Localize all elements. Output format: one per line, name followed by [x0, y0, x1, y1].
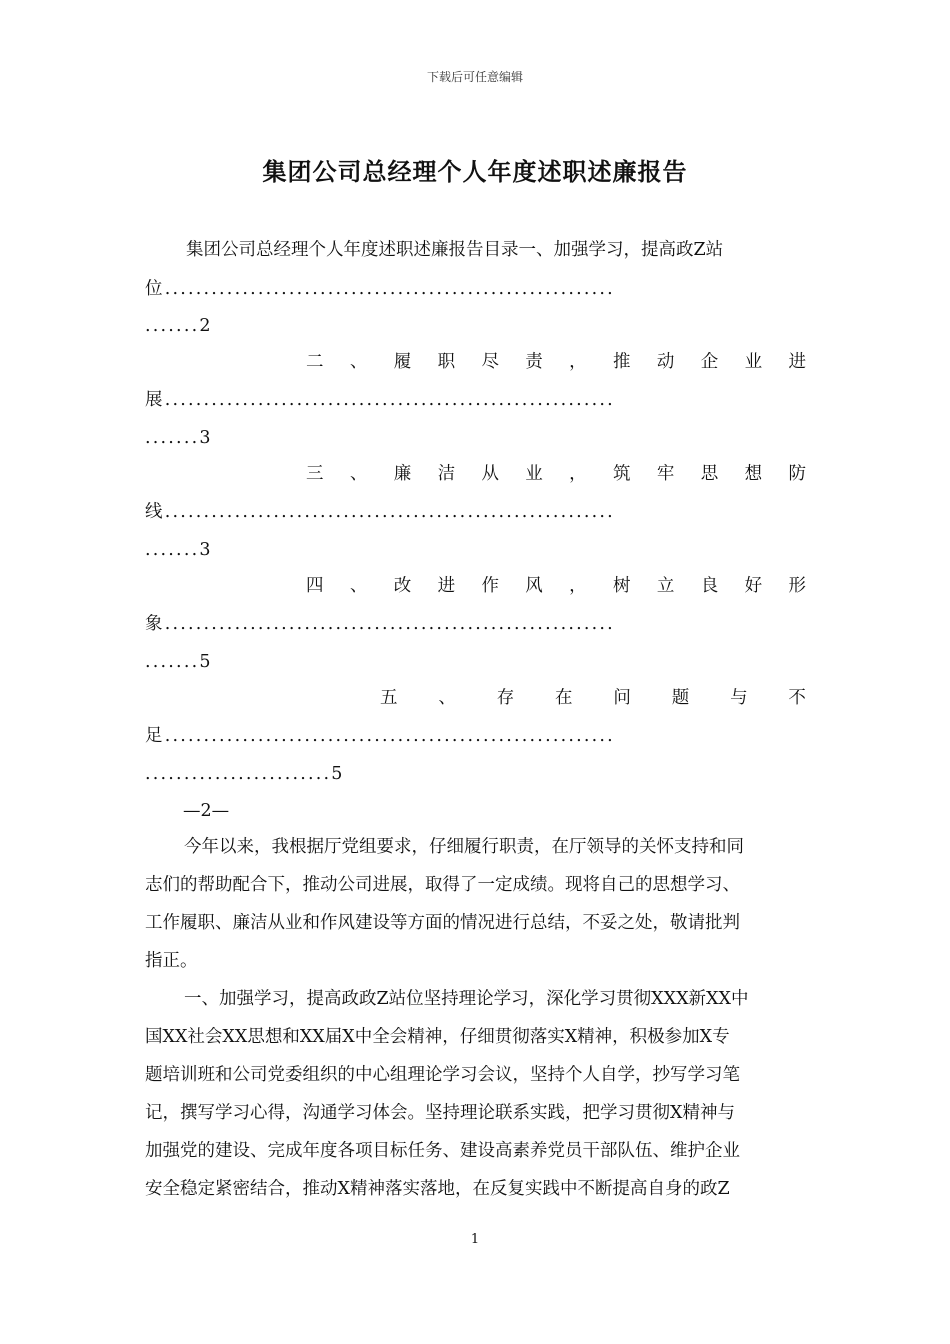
toc-title-char: 风	[525, 576, 543, 596]
paragraph-2-line: 安全稳定紧密结合，推动X精神落实落地，在反复实践中不断提高自身的政Z	[145, 1179, 730, 1199]
toc-title-char: 动	[656, 352, 675, 372]
toc-title-char: 四	[306, 576, 324, 596]
paragraph-1-line: 今年以来，我根据厅党组要求，仔细履行职责，在厅领导的关怀支持和同	[184, 837, 744, 857]
toc-title-char: 良	[700, 576, 719, 596]
toc-title-char: 不	[788, 688, 806, 708]
paragraph-2-line: 一、加强学习，提高政政Z站位坚持理论学习，深化学习贯彻XXX新XX中	[184, 989, 749, 1009]
paragraph-2-line: 记，撰写学习心得，沟通学习体会。坚持理论联系实践，把学习贯彻X精神与	[145, 1103, 735, 1123]
toc-title-char: 树	[613, 576, 631, 596]
toc-title-char: 、	[349, 576, 368, 596]
toc-title-char: 、	[438, 688, 456, 708]
toc-title-char: 作	[481, 576, 499, 596]
paragraph-2-line: 国XX社会XX思想和XX届X中全会精神，仔细贯彻落实X精神，积极参加X专	[145, 1027, 730, 1047]
toc-item-2-continuation: 展..........................................................	[145, 390, 615, 410]
paragraph-2-line: 题培训班和公司党委组织的中心组理论学习会议，坚持个人自学，抄写学习笔	[145, 1065, 740, 1085]
toc-item-3-page: .......3	[145, 540, 213, 560]
toc-item-3-continuation: 线..........................................................	[145, 502, 615, 522]
toc-intro: 集团公司总经理个人年度述职述廉报告目录一、加强学习，提高政Z站	[186, 240, 724, 260]
toc-title-char: 好	[744, 576, 763, 596]
toc-item-2-page: .......3	[145, 428, 213, 448]
toc-item-5-title	[380, 686, 806, 710]
toc-title-char: 改	[393, 576, 412, 596]
toc-item-1-continuation: 位..........................................................	[145, 279, 615, 299]
toc-title-char: 、	[349, 464, 368, 484]
toc-title-char: 廉	[393, 464, 412, 484]
toc-title-char: 进	[788, 352, 806, 372]
toc-title-char: 三	[306, 464, 324, 484]
toc-title-char: 业	[744, 352, 763, 372]
toc-item-2-title	[306, 350, 806, 374]
toc-title-char: 筑	[613, 464, 631, 484]
toc-title-char: 与	[730, 688, 748, 708]
toc-title-char: 、	[349, 352, 368, 372]
toc-title-char: 思	[700, 464, 719, 484]
toc-title-char: 职	[437, 352, 456, 372]
toc-title-char: ，	[569, 464, 587, 484]
footer-page-number: 1	[470, 1232, 480, 1247]
toc-title-char: 从	[481, 464, 499, 484]
toc-item-4-page: .......5	[145, 652, 213, 672]
paragraph-1-line: 指正。	[145, 951, 198, 971]
toc-title-char: 推	[613, 352, 631, 372]
toc-item-5-page: ........................5	[145, 764, 345, 784]
toc-title-char: 牢	[656, 464, 675, 484]
toc-title-char: 想	[744, 464, 763, 484]
toc-title-char: 进	[437, 576, 456, 596]
header-note: 下载后可任意编辑	[426, 70, 523, 84]
paragraph-1-line: 工作履职、廉洁从业和作风建设等方面的情况进行总结，不妥之处，敬请批判	[145, 913, 740, 933]
toc-item-4-continuation: 象..........................................................	[145, 614, 615, 634]
toc-title-char: 企	[700, 352, 719, 372]
toc-title-char: 二	[306, 352, 324, 372]
toc-title-char: 题	[671, 688, 690, 708]
toc-title-char: ，	[569, 352, 587, 372]
toc-title-char: 防	[788, 464, 806, 484]
toc-item-4-title	[306, 574, 806, 598]
paragraph-2-line: 加强党的建设、完成年度各项目标任务、建设高素养党员干部队伍、维护企业	[145, 1141, 740, 1161]
toc-title-char: 在	[555, 688, 573, 708]
paragraph-1-line: 志们的帮助配合下，推动公司进展，取得了一定成绩。现将自己的思想学习、	[145, 875, 740, 895]
toc-title-char: 五	[380, 688, 398, 708]
toc-title-char: 立	[656, 576, 675, 596]
toc-item-5-continuation: 足..........................................................	[145, 726, 615, 746]
toc-title-char: 履	[393, 352, 412, 372]
toc-title-char: 尽	[481, 352, 499, 372]
toc-title-char: 洁	[437, 464, 456, 484]
toc-title-char: 责	[525, 352, 543, 372]
toc-item-3-title	[306, 462, 806, 486]
toc-title-char: 存	[496, 688, 515, 708]
page-marker: —2—	[183, 801, 230, 821]
toc-title-char: 形	[788, 576, 806, 596]
toc-item-1-page: .......2	[145, 316, 213, 336]
document-title: 集团公司总经理个人年度述职述廉报告	[262, 158, 688, 186]
toc-title-char: ，	[569, 576, 587, 596]
toc-title-char: 业	[525, 464, 543, 484]
toc-title-char: 问	[613, 688, 631, 708]
